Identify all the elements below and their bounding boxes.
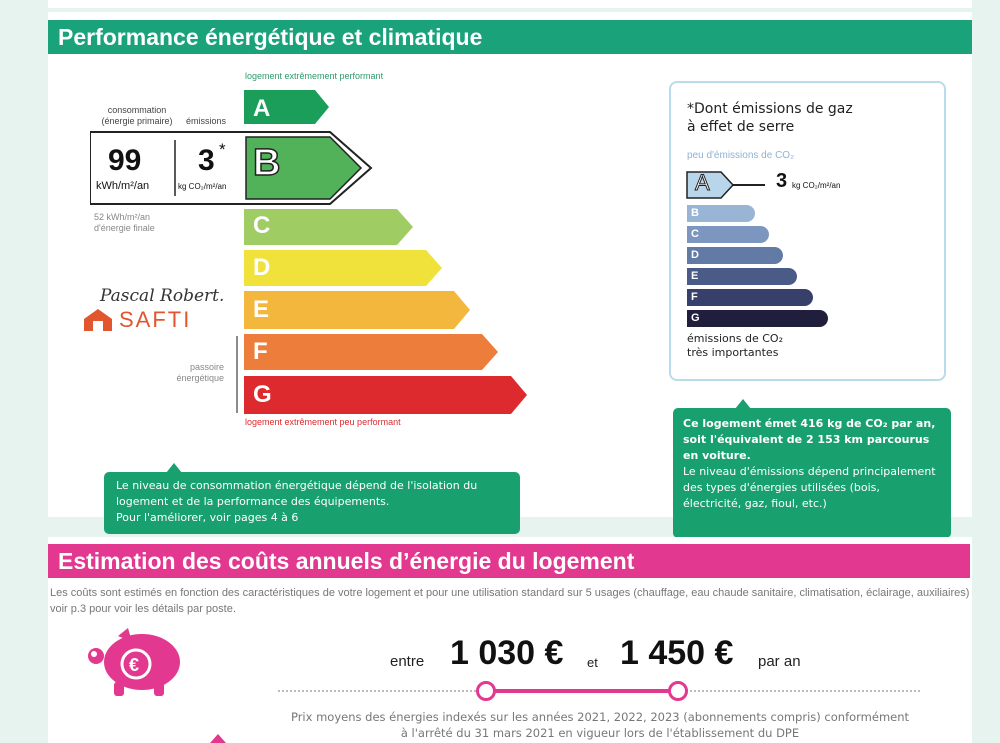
final-energy-note: 52 kWh/m²/an d'énergie finale <box>94 212 155 233</box>
costs-footnote: Prix moyens des énergies indexés sur les années 2021, 2022, 2023 (abonnements compris) conformément à l'arrêté du 31 mars 2021 en vigueur lors de l'établissement du DPE <box>290 710 910 740</box>
ghg-top-label: peu d'émissions de CO₂ <box>687 150 794 161</box>
energy-scale <box>90 88 540 418</box>
energy-class-f-bar <box>244 334 498 370</box>
consumption-label: consommation (énergie primaire) <box>101 105 173 126</box>
costs-max: 1 450 € <box>620 634 734 672</box>
ghg-class-f-bar: F <box>687 289 813 306</box>
consumption-unit: kWh/m²/an <box>96 180 150 192</box>
agency-name: SAFTI <box>119 307 192 332</box>
house-logo-icon <box>82 308 116 332</box>
emissions-star: * <box>219 140 226 159</box>
ghg-class-e-bar: E <box>687 268 797 285</box>
energy-info-box <box>104 472 520 534</box>
ghg-info-text: Le niveau d'émissions dépend principalement des types d'énergies utilisées (bois, électricité, gaz, fioul, etc.) <box>683 465 936 510</box>
svg-text:€: € <box>129 655 140 675</box>
costs-per-year: par an <box>758 653 801 670</box>
energy-class-e-label: E <box>253 296 270 323</box>
energy-banner <box>48 20 972 54</box>
energy-info-text: Le niveau de consommation énergétique dépend de l'isolation du logement et de la performance des équipements. Pour l'améliorer, voir pages 4 à 6 <box>116 479 478 524</box>
ghg-unit: kg CO₂/m²/an <box>792 181 841 190</box>
energy-class-c-label: C <box>253 212 271 239</box>
energy-banner-title: Performance énergétique et climatique <box>58 24 483 50</box>
costs-and: et <box>587 655 598 670</box>
energy-class-g-label: G <box>253 381 272 408</box>
energy-class-f-label: F <box>253 338 268 365</box>
piggy-bank-icon <box>84 626 188 700</box>
ghg-class-d-bar: D <box>687 247 783 264</box>
ghg-class-c-bar: C <box>687 226 769 243</box>
emissions-value: 3 <box>198 144 215 177</box>
ghg-value: 3 <box>776 170 788 192</box>
top-card-edge <box>48 0 972 8</box>
costs-description: Les coûts sont estimés en fonction des caractéristiques de votre logement et pour une utilisation standard sur 5 usages (chauffage, eau chaude sanitaire, climatisation, éclairage, auxiliaires) voir p.3 pour voir les détails par poste. <box>50 587 970 615</box>
ghg-info-box <box>673 408 951 538</box>
ghg-info-bold: Ce logement émet 416 kg de CO₂ par an, soit l'équivalent de 2 153 km parcourus en voiture. <box>683 417 936 462</box>
energy-bottom-label: logement extrêmement peu performant <box>245 417 401 427</box>
energy-class-d-bar <box>244 250 442 286</box>
cost-max-marker <box>668 681 688 701</box>
emissions-label: émissions <box>186 116 227 126</box>
energy-class-e-bar <box>244 291 470 329</box>
costs-min: 1 030 € <box>450 634 564 672</box>
energy-top-label: logement extrêmement performant <box>245 71 384 81</box>
energy-class-b-label: B <box>253 142 281 184</box>
emissions-unit: kg CO₂/m²/an <box>178 182 227 191</box>
pointer-arrow-icon <box>210 734 226 743</box>
agency-signature: Pascal Robert. <box>100 286 225 306</box>
energy-class-a-label: A <box>253 95 271 122</box>
costs-between: entre <box>390 653 425 670</box>
ghg-bottom-label: émissions de CO₂ très importantes <box>687 332 783 359</box>
consumption-value: 99 <box>108 144 142 177</box>
ghg-class-b-bar: B <box>687 205 755 222</box>
energy-class-d-label: D <box>253 254 271 281</box>
ghg-class-g-bar: G <box>687 310 828 327</box>
ghg-class-a-label: A <box>695 170 710 195</box>
costs-banner <box>48 544 970 578</box>
passoire-label: passoire énergétique <box>176 362 224 383</box>
ghg-title: *Dont émissions de gaz à effet de serre <box>687 101 853 135</box>
energy-class-g-bar <box>244 376 527 414</box>
cost-range-fill <box>485 689 677 693</box>
costs-banner-title: Estimation des coûts annuels d’énergie du logement <box>58 548 635 574</box>
cost-min-marker <box>476 681 496 701</box>
